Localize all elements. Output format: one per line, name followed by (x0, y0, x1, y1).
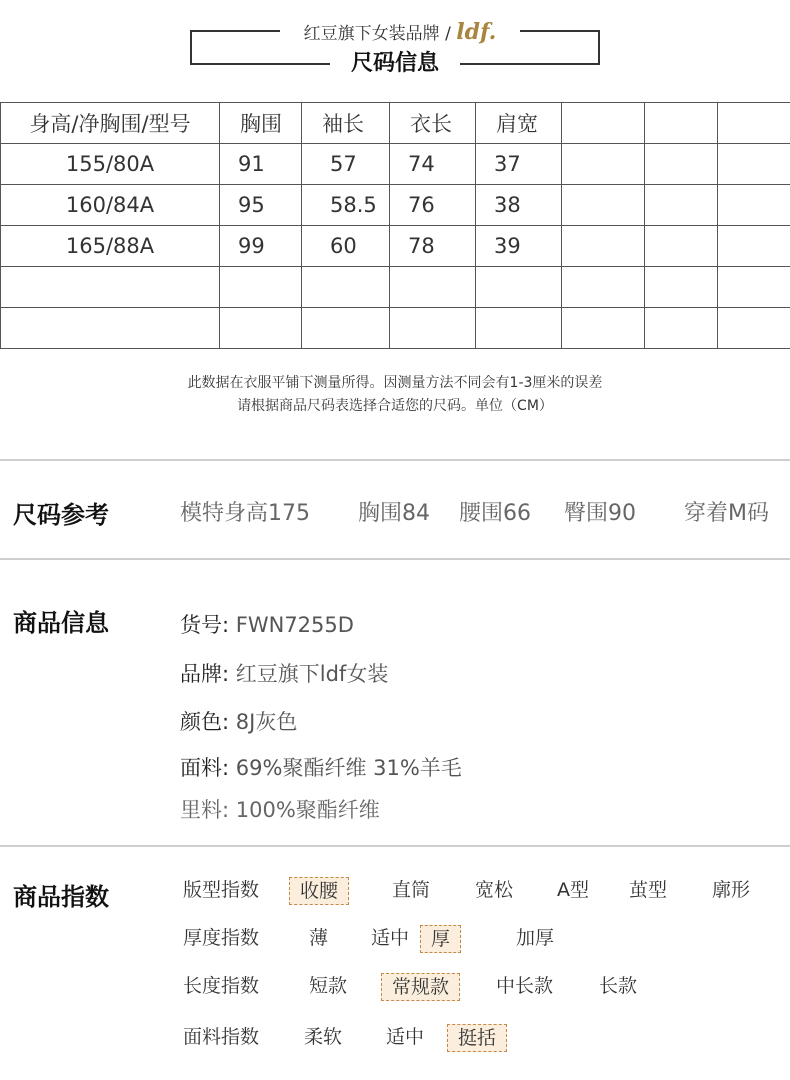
table-cell (718, 308, 790, 349)
table-cell: 99 (220, 226, 302, 267)
table-cell (645, 144, 718, 185)
divider (0, 459, 790, 461)
index-row (183, 877, 783, 907)
index-option-selected: 厚 (420, 925, 461, 953)
index-label: 面料指数 (183, 1026, 260, 1048)
index-option-selected: 常规款 (381, 973, 460, 1001)
size-reference-title: 尺码参考 (13, 501, 109, 529)
index-option: 适中 (371, 927, 410, 949)
table-cell (476, 267, 562, 308)
table-cell (220, 267, 302, 308)
index-option: 薄 (309, 927, 329, 949)
index-option: 廓形 (712, 879, 751, 901)
index-option: 柔软 (304, 1026, 343, 1048)
divider (0, 845, 790, 847)
index-label: 长度指数 (183, 975, 260, 997)
table-cell (562, 267, 645, 308)
table-cell (562, 308, 645, 349)
divider (0, 558, 790, 560)
model-height: 模特身高175 (180, 501, 310, 526)
table-cell (220, 308, 302, 349)
table-row (1, 226, 790, 267)
table-cell (562, 226, 645, 267)
table-header-cell: 胸围 (220, 103, 302, 144)
info-color (180, 706, 297, 736)
info-key: 面料: (180, 756, 230, 780)
table-cell: 78 (390, 226, 476, 267)
model-size-worn: 穿着M码 (684, 501, 769, 526)
info-brand (180, 658, 388, 688)
table-cell: 155/80A (1, 144, 220, 185)
index-option-selected: 收腰 (289, 877, 349, 905)
info-item-no (180, 609, 354, 639)
table-header-cell: 身高/净胸围/型号 (1, 103, 220, 144)
table-cell (718, 226, 790, 267)
index-row (183, 973, 783, 1003)
table-row (1, 185, 790, 226)
note-line-2: 请根据商品尺码表选择合适您的尺码。单位（CM） (237, 398, 553, 414)
index-label: 版型指数 (183, 879, 260, 901)
table-header-cell (718, 103, 790, 144)
table-header-cell (645, 103, 718, 144)
note-line-1: 此数据在衣服平铺下测量所得。因测量方法不同会有1-3厘米的误差 (187, 375, 603, 391)
table-cell (562, 144, 645, 185)
table-row (1, 308, 790, 349)
brand-logo: ldf. (456, 19, 497, 45)
table-cell: 57 (302, 144, 390, 185)
index-option-selected: 挺括 (447, 1024, 507, 1052)
table-row (1, 267, 790, 308)
table-cell (390, 267, 476, 308)
header-subtitle (280, 18, 520, 46)
info-value: 69%聚酯纤维 31%羊毛 (235, 756, 462, 780)
table-cell (1, 308, 220, 349)
table-cell (390, 308, 476, 349)
info-key: 品牌: (180, 662, 230, 686)
table-cell: 58.5 (302, 185, 390, 226)
index-option: 中长款 (496, 975, 554, 997)
table-row (1, 144, 790, 185)
info-key: 颜色: (180, 710, 230, 734)
index-option: 茧型 (629, 879, 668, 901)
measurement-note (0, 372, 790, 418)
table-cell (645, 267, 718, 308)
table-cell (645, 226, 718, 267)
table-cell: 95 (220, 185, 302, 226)
table-cell (645, 185, 718, 226)
index-option: 适中 (386, 1026, 425, 1048)
index-option: 宽松 (475, 879, 514, 901)
table-header-cell (562, 103, 645, 144)
product-index-title: 商品指数 (13, 883, 109, 911)
index-option: 长款 (599, 975, 638, 997)
info-key: 货号: (180, 613, 230, 637)
table-cell: 38 (476, 185, 562, 226)
index-row (183, 925, 783, 955)
index-label: 厚度指数 (183, 927, 260, 949)
table-cell (718, 185, 790, 226)
info-value: 8J灰色 (235, 710, 298, 734)
table-cell: 60 (302, 226, 390, 267)
table-cell (1, 267, 220, 308)
info-value: 红豆旗下ldf女装 (235, 662, 389, 686)
index-option: A型 (557, 879, 589, 901)
info-value: FWN7255D (235, 613, 354, 637)
table-header-cell: 袖长 (302, 103, 390, 144)
table-cell (645, 308, 718, 349)
table-cell: 165/88A (1, 226, 220, 267)
page-title: 尺码信息 (330, 48, 460, 80)
product-info-title: 商品信息 (13, 609, 109, 637)
model-hip: 臀围90 (564, 501, 636, 526)
table-cell: 37 (476, 144, 562, 185)
table-cell: 39 (476, 226, 562, 267)
info-lining (180, 794, 380, 824)
brand-subtitle-text: 红豆旗下女装品牌 / (303, 24, 457, 44)
info-value: 100%聚酯纤维 (235, 798, 380, 822)
index-option: 短款 (309, 975, 348, 997)
table-cell (302, 308, 390, 349)
info-fabric (180, 752, 462, 782)
model-waist: 腰围66 (459, 501, 531, 526)
page-header (0, 0, 790, 90)
table-cell (718, 267, 790, 308)
index-row (183, 1024, 783, 1054)
model-bust: 胸围84 (358, 501, 430, 526)
table-cell (718, 144, 790, 185)
table-cell: 76 (390, 185, 476, 226)
size-table (0, 102, 790, 349)
table-cell: 160/84A (1, 185, 220, 226)
table-header-cell: 衣长 (390, 103, 476, 144)
table-cell: 74 (390, 144, 476, 185)
index-option: 加厚 (516, 927, 555, 949)
table-header-row (1, 103, 790, 144)
index-option: 直筒 (392, 879, 431, 901)
info-key: 里料: (180, 798, 230, 822)
table-cell (302, 267, 390, 308)
table-cell (562, 185, 645, 226)
table-cell: 91 (220, 144, 302, 185)
table-header-cell: 肩宽 (476, 103, 562, 144)
table-cell (476, 308, 562, 349)
